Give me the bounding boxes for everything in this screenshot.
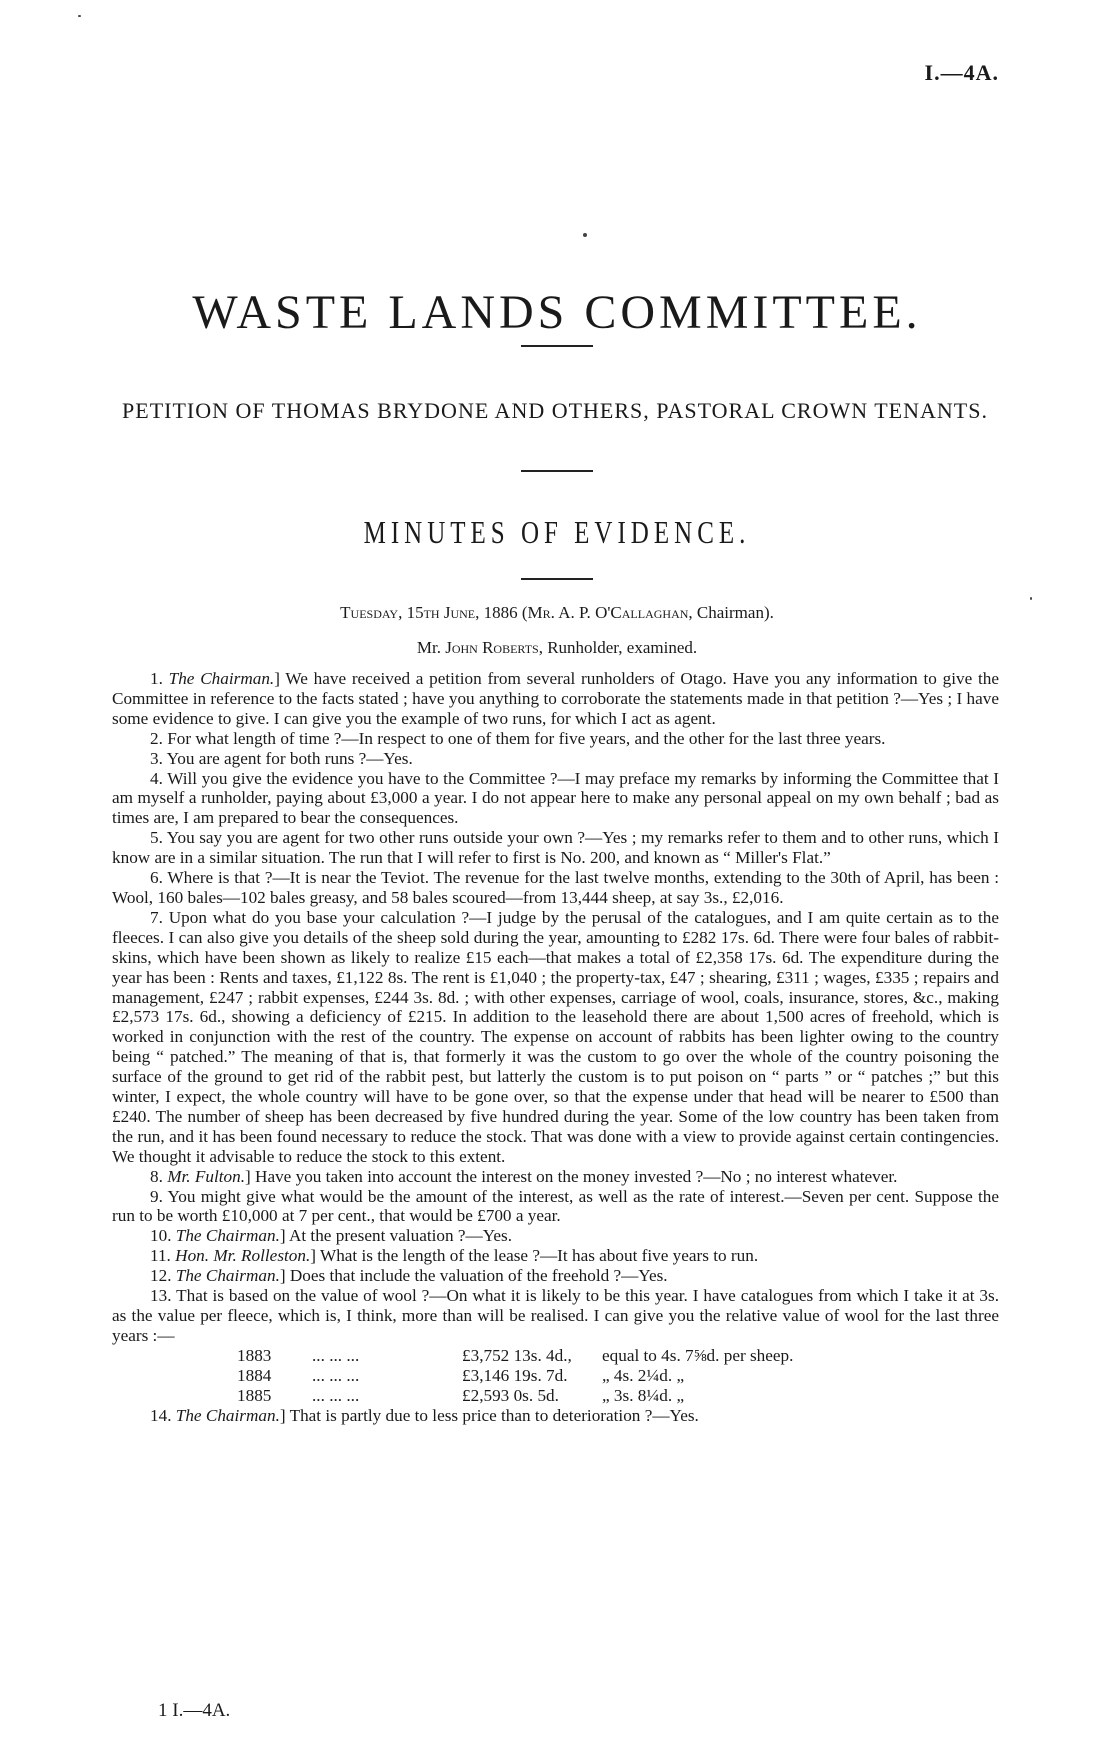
table-row	[237, 1366, 999, 1386]
question-number: 12.	[150, 1266, 172, 1286]
question-text: ] That is partly due to less price than to deterioration ?—Yes.	[279, 1405, 699, 1425]
table-cell-leader: ... ... ...	[312, 1365, 360, 1385]
minutes-heading: MINUTES OF EVIDENCE.	[363, 516, 751, 551]
table-cell-per-sheep: „ 3s. 8¼d. „	[602, 1385, 685, 1405]
question-paragraph	[112, 828, 999, 868]
session-day: Tuesday	[340, 603, 399, 622]
session-date: , 15th June, 1886 (Mr. A. P.	[398, 603, 596, 622]
question-number: 13.	[150, 1286, 172, 1306]
question-text: Upon what do you base your calculation ?—I judge by the perusal of the catalogues, and I am quite certain as to the fleeces. I can also give you details of the sheep sold during the year, amounting to £282 17s. 6d. There were four bales of rabbit-skins, which have been shown as likely to realize £15 each—that makes a total of £2,358 17s. 6d. The expenditure during the year has been : Rents and taxes, £1,122 8s. The rent is £1,040 ; the property-tax, £47 ; shearing, £311 ; wages, £335 ; repairs and management, £247 ; rabbit expenses, £244 3s. 8d. ; with other expenses, carriage of wool, coals, insurance, stores, &c., making £2,573 17s. 6d., showing a deficiency of £215. In addition to the leasehold there are about 1,500 acres of freehold, which is worked in conjunction with the rest of the country. The expense on account of rabbits has been lighter owing to the country being “ patched.” The meaning of that is, that formerly it was the custom to go over the whole of the country poisoning the surface of the ground to get rid of the rabbit pest, but latterly the custom is to put poison on “ parts ” or “ patches ;” but this winter, I expect, the whole country will have to be gone over, so that the expense under that head will be nearer to £500 than £240. The number of sheep has been decreased by five hundred during the year. Some of the low country has been taken from the run, and it has been found necessary to reduce the stock. That was done with a view to provide against certain contingencies. We thought it advisable to reduce the stock to this extent.	[112, 907, 1000, 1166]
scan-speck	[78, 15, 81, 17]
question-paragraph	[112, 1246, 999, 1266]
table-cell-year: 1884	[237, 1365, 272, 1385]
question-number: 7.	[150, 907, 163, 927]
minutes-rule	[521, 578, 593, 580]
question-paragraph	[112, 1167, 999, 1187]
table-cell-leader: ... ... ...	[312, 1385, 360, 1405]
evidence-body	[112, 669, 999, 1426]
question-paragraph	[112, 749, 999, 769]
scan-speck	[1030, 597, 1032, 600]
question-number: 11.	[150, 1246, 171, 1266]
table-cell-year: 1883	[237, 1345, 272, 1365]
question-text: ] At the present valuation ?—Yes.	[279, 1226, 513, 1246]
question-paragraph	[112, 1226, 999, 1246]
table-cell-amount: £3,146 19s. 7d.	[462, 1365, 568, 1385]
question-number: 10.	[150, 1226, 172, 1246]
question-number: 6.	[150, 868, 163, 888]
title-rule	[521, 345, 593, 347]
question-speaker: Hon. Mr. Rolleston.	[175, 1246, 311, 1266]
question-number: 9.	[150, 1186, 163, 1206]
question-number: 4.	[150, 768, 163, 788]
scan-speck	[583, 233, 587, 237]
question-paragraph	[112, 1286, 999, 1346]
table-cell-per-sheep: equal to 4s. 7⅝d. per sheep.	[602, 1345, 794, 1365]
question-text: You say you are agent for two other runs outside your own ?—Yes ; my remarks refer to them and to other runs, which I know are in a similar situation. The run that I will refer to first is No. 200, and known as “ Miller's Flat.”	[112, 828, 999, 868]
question-text: ] What is the length of the lease ?—It has about five years to run.	[310, 1246, 759, 1266]
question-paragraph	[112, 769, 999, 829]
table-cell-per-sheep: „ 4s. 2¼d. „	[602, 1365, 685, 1385]
question-number: 1.	[150, 669, 163, 688]
question-paragraph	[112, 868, 999, 908]
table-cell-amount: £3,752 13s. 4d.,	[462, 1345, 572, 1365]
table-row	[237, 1346, 999, 1366]
page-footer: 1 I.—4A.	[158, 1700, 231, 1721]
question-text: You might give what would be the amount of the interest, as well as the rate of interest.—Seven per cent. Suppose the run to be worth £10,000 at 7 per cent., that would be £700 a year.	[112, 1186, 999, 1226]
question-number: 14.	[150, 1405, 172, 1425]
witness-prefix: Mr.	[416, 638, 446, 657]
table-cell-amount: £2,593 0s. 5d.	[462, 1385, 559, 1405]
question-speaker: The Chairman.	[175, 1226, 280, 1246]
question-paragraph	[112, 729, 999, 749]
session-chair-role: , Chairman).	[688, 603, 774, 622]
question-paragraph	[112, 669, 999, 729]
wool-value-table	[237, 1346, 999, 1406]
witness-role: , Runholder, examined.	[538, 638, 698, 657]
question-paragraph	[112, 1406, 999, 1426]
question-speaker: The Chairman.	[168, 669, 275, 688]
session-line	[0, 603, 1114, 623]
table-cell-leader: ... ... ...	[312, 1345, 360, 1365]
question-text: Will you give the evidence you have to the Committee ?—I may preface my remarks by informing the Committee that I am myself a runholder, paying about £3,000 a year. I do not appear here to make any personal appeal on my own behalf ; bad as times are, I am prepared to bear the consequences.	[112, 768, 999, 828]
question-number: 8.	[150, 1166, 163, 1186]
question-paragraph	[112, 1187, 999, 1227]
witness-name: John Roberts	[445, 638, 539, 657]
question-number: 2.	[150, 728, 163, 748]
question-text: You are agent for both runs ?—Yes.	[166, 748, 413, 768]
question-text: ] We have received a petition from several runholders of Otago. Have you any information to give the Committee in reference to the facts stated ; have you anything to corroborate the statements made in that petition ?—Yes ; I have some evidence to give. I can give you the example of two runs, for which I act as agent.	[112, 669, 1000, 728]
document-reference: I.—4A.	[924, 60, 999, 85]
question-text: For what length of time ?—In respect to one of them for five years, and the other for the last three years.	[167, 728, 886, 748]
table-row	[237, 1386, 999, 1406]
question-paragraph	[112, 1266, 999, 1286]
session-chair-name: O'Callaghan	[595, 603, 689, 622]
question-number: 3.	[150, 748, 163, 768]
question-text: Where is that ?—It is near the Teviot. The revenue for the last twelve months, extending to the 30th of April, has been : Wool, 160 bales—102 bales greasy, and 58 bales scoured—from 13,444 sheep, at say 3s., £2,016.	[112, 868, 999, 907]
question-speaker: The Chairman.	[175, 1405, 280, 1425]
document-title: WASTE LANDS COMMITTEE.	[192, 286, 922, 339]
question-text: ] Have you taken into account the interest on the money invested ?—No ; no interest whatever.	[245, 1166, 898, 1186]
question-paragraph	[112, 908, 999, 1167]
question-text: ] Does that include the valuation of the freehold ?—Yes.	[279, 1266, 668, 1286]
question-speaker: Mr. Fulton.	[167, 1166, 246, 1186]
question-text: That is based on the value of wool ?—On what it is likely to be this year. I have catalogues from which I take it at 3s. as the value per fleece, which is, I think, more than will be realised. I can give you the relative value of wool for the last three years :—	[112, 1286, 999, 1345]
table-cell-year: 1885	[237, 1385, 272, 1405]
witness-line	[0, 638, 1114, 658]
subtitle-rule	[521, 470, 593, 472]
question-number: 5.	[150, 828, 163, 848]
question-speaker: The Chairman.	[175, 1266, 280, 1286]
petition-subtitle: PETITION OF THOMAS BRYDONE AND OTHERS, PASTORAL CROWN TENANTS.	[122, 398, 988, 423]
